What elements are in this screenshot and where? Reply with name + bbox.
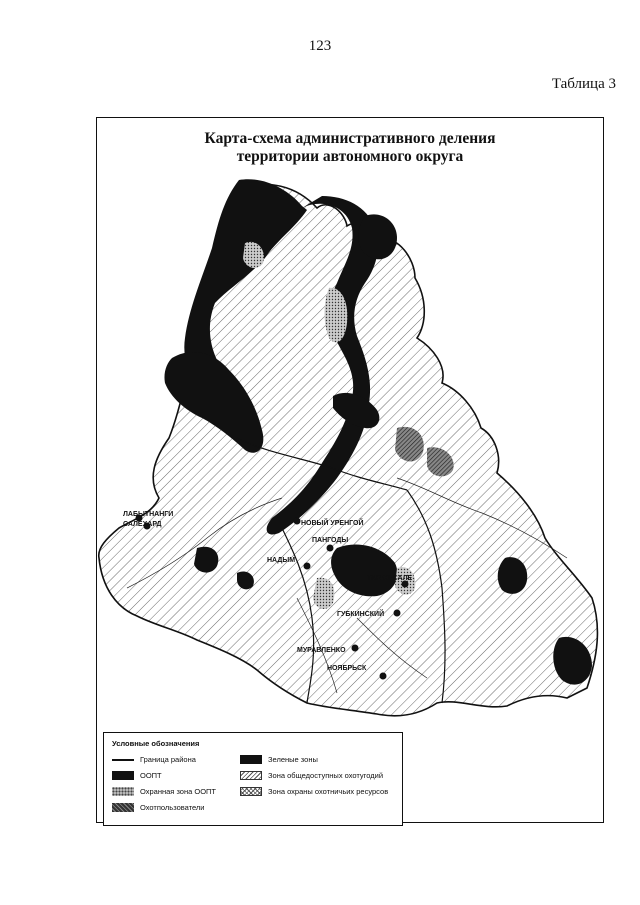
map-title-line-2: территории автономного округа <box>236 148 464 165</box>
city-marker-gubkinsky <box>394 610 401 617</box>
city-label-pangody: ПАНГОДЫ <box>312 537 349 544</box>
public-hunting-icon <box>240 771 262 780</box>
green-zone-icon <box>240 755 262 764</box>
hunting-users-icon <box>112 803 134 812</box>
legend-item-label: Зона охраны охотничьих ресурсов <box>268 787 389 796</box>
legend-item-green-zone <box>240 755 318 764</box>
green-zone-southwest-1 <box>194 547 218 573</box>
legend-item-protection-zone <box>112 787 216 796</box>
city-marker-novy-urengoy <box>294 518 301 525</box>
city-label-nadym: НАДЫМ <box>267 557 296 564</box>
city-label-novy-urengoy: НОВЫЙ УРЕНГОЙ <box>301 520 364 527</box>
legend-item-label: Охотпользователи <box>140 803 205 812</box>
table-label: Таблица 3 <box>551 76 616 92</box>
city-marker-noyabrsk <box>380 673 387 680</box>
legend-item-label: ООПТ <box>140 771 162 780</box>
city-marker-muravlenko <box>352 645 359 652</box>
legend-item-label: Зеленые зоны <box>268 755 318 764</box>
legend-item-public-hunting <box>240 771 383 780</box>
city-label-labytnangi: ЛАБЫТНАНГИ <box>123 511 174 518</box>
legend <box>103 732 403 826</box>
legend-item-hunting-protection <box>240 787 388 796</box>
legend-item-protected-area <box>112 771 162 780</box>
city-marker-nadym <box>304 563 311 570</box>
legend-item-label: Зона общедоступных охотугодий <box>268 771 384 780</box>
legend-title: Условные обозначения <box>112 739 200 748</box>
region-map <box>97 118 605 824</box>
city-label-gubkinsky: ГУБКИНСКИЙ <box>337 611 385 618</box>
city-marker-pangody <box>327 545 334 552</box>
protected-area-icon <box>112 771 134 780</box>
city-label-muravlenko: МУРАВЛЕНКО <box>297 647 346 654</box>
page-number: 123 <box>308 38 332 54</box>
hunting-protection-icon <box>240 787 262 796</box>
legend-item-hunting-users <box>112 803 204 812</box>
map-title-line-1: Карта-схема административного деления <box>204 130 496 147</box>
city-label-tarko-sale: ТАРКО-САЛЕ <box>367 575 413 582</box>
protection-zone-icon <box>112 787 134 796</box>
city-label-salekhard: САЛЕХАРД <box>123 521 162 528</box>
map-frame <box>96 117 604 823</box>
boundary-line-icon <box>112 759 134 761</box>
legend-item-label: Граница района <box>140 755 196 764</box>
legend-item-boundary <box>112 755 196 764</box>
city-label-noyabrsk: НОЯБРЬСК <box>327 665 367 672</box>
legend-item-label: Охранная зона ООПТ <box>140 787 217 796</box>
